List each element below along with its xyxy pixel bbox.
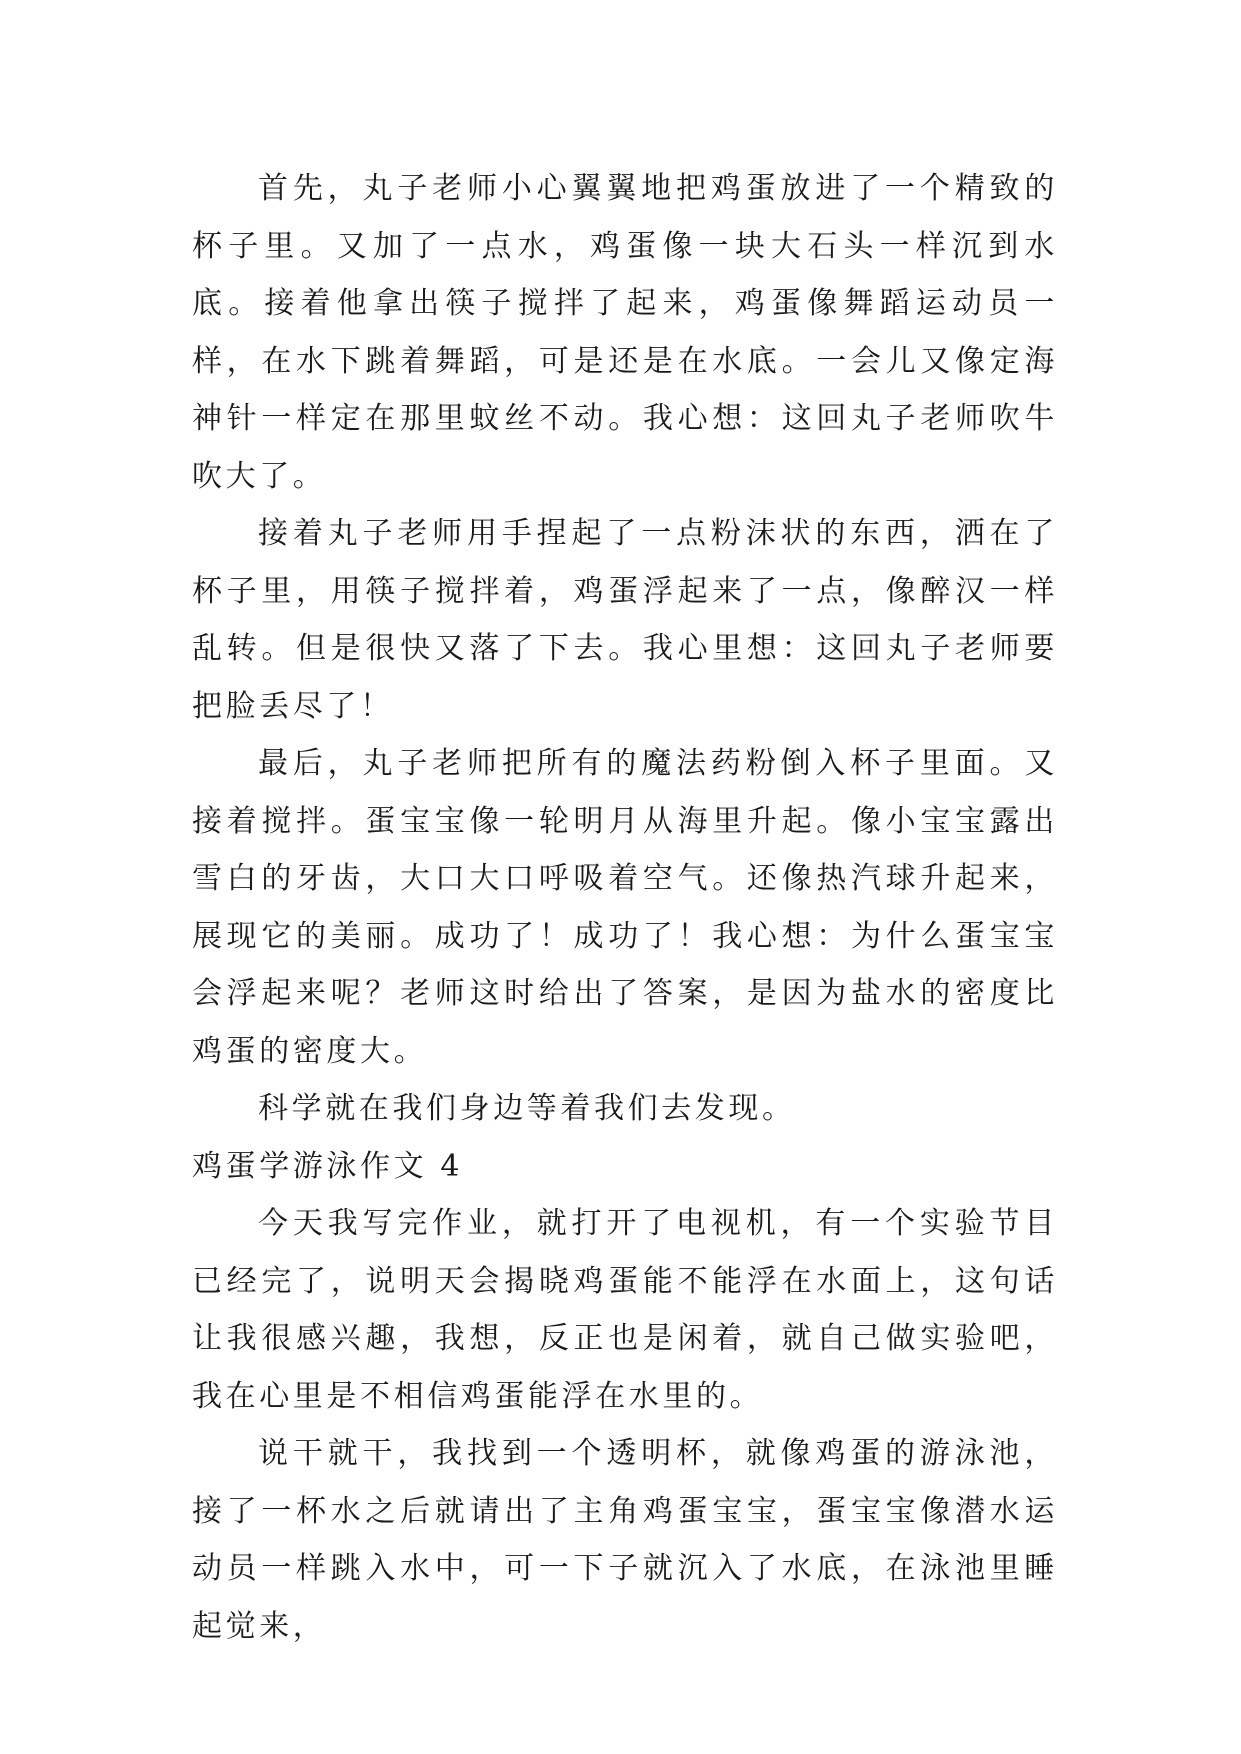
paragraph-1: 首先，丸子老师小心翼翼地把鸡蛋放进了一个精致的杯子里。又加了一点水，鸡蛋像一块大石头一样沉到水底。接着他拿出筷子搅拌了起来，鸡蛋像舞蹈运动员一样，在水下跳着舞蹈，可是还是在水底。一会儿又像定海神针一样定在那里蚊丝不动。我心想：这回丸子老师吹牛吹大了。: [192, 171, 1058, 494]
paragraph-2: 接着丸子老师用手捏起了一点粉沫状的东西，洒在了杯子里，用筷子搅拌着，鸡蛋浮起来了一点，像醉汉一样乱转。但是很快又落了下去。我心里想：这回丸子老师要把脸丢尽了！: [192, 516, 1058, 724]
paragraph-5: 今天我写完作业，就打开了电视机，有一个实验节目已经完了，说明天会揭晓鸡蛋能不能浮在水面上，这句话让我很感兴趣，我想，反正也是闲着，就自己做实验吧，我在心里是不相信鸡蛋能浮在水里的。: [192, 1206, 1058, 1414]
paragraph-3: 最后，丸子老师把所有的魔法药粉倒入杯子里面。又接着搅拌。蛋宝宝像一轮明月从海里升起。像小宝宝露出雪白的牙齿，大口大口呼吸着空气。还像热汽球升起来，展现它的美丽。成功了！成功了！我心想：为什么蛋宝宝会浮起来呢？老师这时给出了答案，是因为盐水的密度比鸡蛋的密度大。: [192, 746, 1058, 1069]
paragraph-4: 科学就在我们身边等着我们去发现。: [258, 1091, 796, 1126]
document-page: [192, 160, 1058, 1655]
section-title: 鸡蛋学游泳作文 4: [192, 1148, 464, 1184]
paragraph-6: 说干就干，我找到一个透明杯，就像鸡蛋的游泳池，接了一杯水之后就请出了主角鸡蛋宝宝，蛋宝宝像潜水运动员一样跳入水中，可一下子就沉入了水底，在泳池里睡起觉来，: [192, 1436, 1058, 1644]
